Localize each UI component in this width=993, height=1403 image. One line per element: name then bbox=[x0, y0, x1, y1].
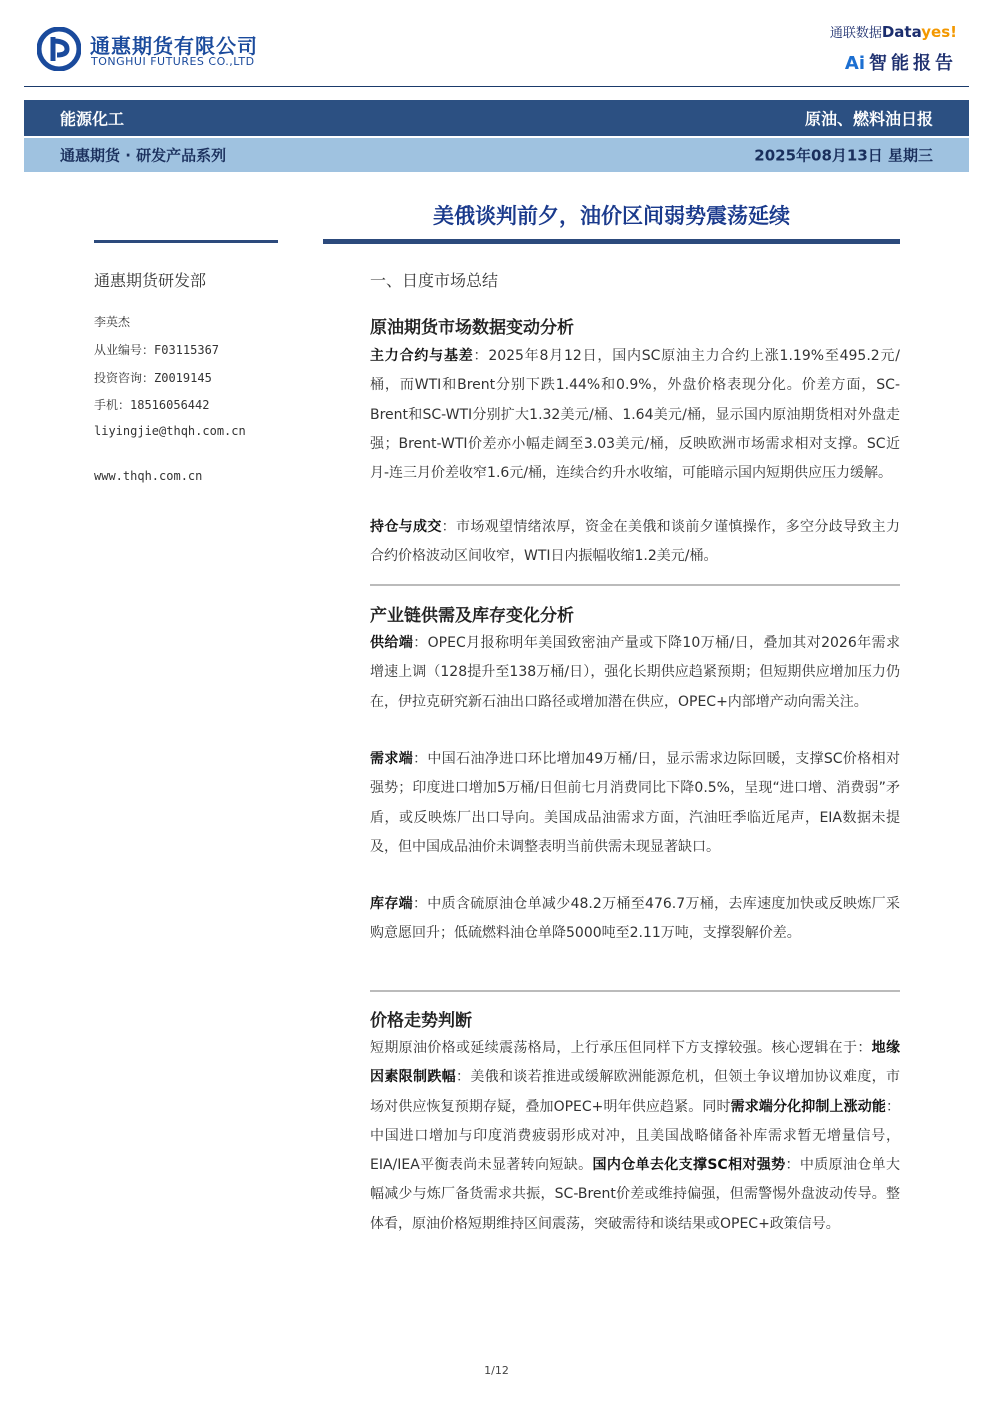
label-positions: 持仓与成交 bbox=[370, 519, 442, 535]
company-name-en: TONGHUI FUTURES CO.,LTD bbox=[91, 55, 255, 68]
research-dept: 通惠期货研发部 bbox=[94, 271, 207, 290]
label-supply: 供给端 bbox=[370, 635, 414, 651]
report-type: 原油、燃料油日报 bbox=[804, 109, 933, 129]
paragraph-positions bbox=[370, 513, 900, 572]
section-heading: 一、日度市场总结 bbox=[370, 271, 499, 290]
label-demand-split: 需求端分化抑制上涨动能 bbox=[730, 1098, 887, 1115]
text-inventory: ：中质含硫原油仓单减少48.2万桶至476.7万桶，去库速度加快或反映炼厂采购意愿回升；低硫燃料油仓单降5000吨至2.11万吨，支撑裂解价差。 bbox=[370, 896, 901, 942]
section-divider bbox=[370, 990, 900, 992]
paragraph-main-contract bbox=[370, 342, 900, 488]
report-date: 2025年08月13日 星期三 bbox=[754, 146, 933, 165]
category-label: 能源化工 bbox=[60, 109, 125, 129]
text-geopolitics: ：美俄和谈若推进或缓解欧洲能源危机，但领土争议增加协议难度，市场对供应恢复预期存疑，叠加OPEC+明年供应趋紧。同时 bbox=[370, 1069, 900, 1115]
ai-report-label: 智能报告 bbox=[869, 53, 957, 74]
datayes-yes: yes! bbox=[921, 23, 957, 41]
ai-mark: Ai bbox=[844, 53, 865, 74]
website-link[interactable]: www.thqh.com.cn bbox=[94, 469, 203, 483]
subheading-price-outlook: 价格走势判断 bbox=[370, 1011, 472, 1031]
text-supply: ：OPEC月报称明年美国致密油产量或下降10万桶/日，叠加其对2026年需求增速上调（128提升至138万桶/日），强化长期供应趋紧预期；但短期供应增加压力仍在，伊拉克研究新石油出口路径或增加潜在供应，OPEC+内部增产动向需关注。 bbox=[370, 635, 900, 710]
paragraph-demand bbox=[370, 745, 900, 862]
section-divider bbox=[370, 584, 900, 586]
email-link[interactable]: liyingjie@thqh.com.cn bbox=[94, 424, 246, 438]
text-warrants: ：中质原油仓单大幅减少与炼厂备货需求共振，SC-Brent价差或维持偏强，但需警惕外盘波动传导。整体看，原油价格短期维持区间震荡，突破需待和谈结果或OPEC+政策信号。 bbox=[370, 1157, 901, 1232]
phone-number: 手机：18516056442 bbox=[94, 398, 210, 412]
label-main-contract: 主力合约与基差 bbox=[370, 348, 474, 364]
datayes-data: Data bbox=[881, 23, 922, 41]
sidebar-rule bbox=[94, 240, 278, 243]
series-label: 通惠期货 · 研发产品系列 bbox=[60, 146, 227, 165]
text-positions: ：市场观望情绪浓厚，资金在美俄和谈前夕谨慎操作，多空分歧导致主力合约价格波动区间收窄，WTI日内振幅收缩1.2美元/桶。 bbox=[370, 519, 901, 565]
text-outlook-intro: 短期原油价格或延续震荡格局，上行承压但同样下方支撑较强。核心逻辑在于： bbox=[370, 1040, 872, 1056]
label-inventory: 库存端 bbox=[370, 896, 413, 912]
subheading-supply-demand: 产业链供需及库存变化分析 bbox=[370, 606, 574, 626]
paragraph-inventory bbox=[370, 890, 900, 949]
text-main-contract: ：2025年8月12日，国内SC原油主力合约上涨1.19%至495.2元/桶，而WTI和Brent分别下跌1.44%和0.9%，外盘价格表现分化。价差方面，SC-Brent和SC-WTI分别扩大1.32美元/桶、1.64美元/桶，显示国内原油期货相对外盘走强；Brent-WTI价差亦小幅走阔至3.03美元/桶，反映欧洲市场需求相对支撑。SC近月-连三月价差收窄1.6元/桶，连续合约升水收缩，可能暗示国内短期供应压力缓解。 bbox=[370, 348, 900, 482]
analyst-name: 李英杰 bbox=[94, 315, 131, 329]
subheading-futures-data: 原油期货市场数据变动分析 bbox=[370, 318, 574, 338]
category-banner bbox=[24, 100, 969, 136]
text-demand-split: ：中国进口增加与印度消费疲弱形成对冲，且美国战略储备补库需求暂无增量信号，EIA/IEA平衡表尚未显著转向短缺。 bbox=[370, 1098, 901, 1174]
company-name-cn: 通惠期货有限公司 bbox=[90, 34, 258, 58]
series-banner bbox=[24, 138, 969, 172]
label-warrants: 国内仓单去化支撑SC相对强势 bbox=[592, 1157, 786, 1174]
title-rule bbox=[323, 239, 900, 244]
advisory-number: 投资咨询：Z0019145 bbox=[94, 371, 212, 385]
text-demand: ：中国石油净进口环比增加49万桶/日，显示需求边际回暖，支撑SC价格相对强势；印度进口增加5万桶/日但前七月消费同比下降0.5%，呈现“进口增、消费弱”矛盾，或反映炼厂出口导向。美国成品油需求方面，汽油旺季临近尾声，EIA数据未提及，但中国成品油价未调整表明当前供需未现显著缺口。 bbox=[370, 751, 901, 855]
report-title: 美俄谈判前夕，油价区间弱势震荡延续 bbox=[433, 204, 790, 228]
page-number: 1/12 bbox=[484, 1364, 509, 1377]
paragraph-price-outlook bbox=[370, 1034, 900, 1239]
license-number: 从业编号：F03115367 bbox=[94, 343, 220, 357]
paragraph-supply bbox=[370, 629, 900, 717]
header-divider bbox=[24, 86, 969, 87]
label-geopolitics: 地缘因素限制跌幅 bbox=[370, 1040, 901, 1086]
label-demand: 需求端 bbox=[370, 751, 414, 767]
company-logo-icon bbox=[37, 27, 81, 71]
ai-report-logo bbox=[845, 49, 957, 75]
datayes-prefix: 通联数据 bbox=[829, 26, 882, 41]
datayes-logo bbox=[830, 22, 957, 41]
